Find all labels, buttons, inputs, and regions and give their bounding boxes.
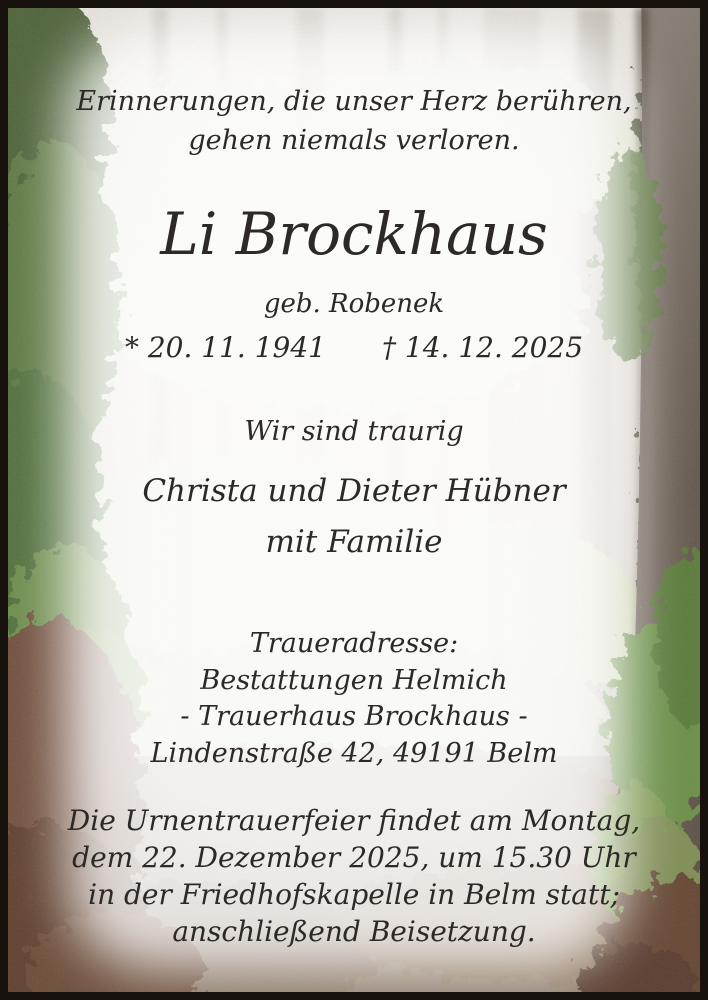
service-announcement (8, 802, 700, 950)
funeral-home-street: Lindenstraße 42, 49191 Belm (150, 737, 558, 769)
life-dates-row (8, 330, 700, 366)
memorial-quote (8, 82, 700, 160)
mourners (8, 466, 700, 568)
memorial-quote-line2: gehen niemals verloren. (188, 125, 520, 156)
funeral-home-name: Bestattungen Helmich (200, 664, 508, 696)
service-line1: Die Urnentrauerfeier findet am Montag, (67, 804, 641, 837)
mourners-family-note: mit Familie (265, 524, 443, 560)
service-line4: anschließend Beisetzung. (172, 915, 536, 948)
service-line3: in der Friedhofskapelle in Belm statt; (88, 878, 620, 911)
maiden-name: geb. Robenek (263, 289, 445, 319)
memorial-quote-line1: Erinnerungen, die unser Herz berühren, (76, 86, 632, 117)
death-date: † 14. 12. 2025 (382, 331, 584, 364)
mourning-address (8, 626, 700, 772)
funeral-home-subline: - Trauerhaus Brockhaus - (180, 701, 528, 732)
mourning-phrase: Wir sind traurig (244, 416, 464, 447)
mourning-address-label: Traueradresse: (249, 628, 459, 659)
deceased-name: Li Brockhaus (160, 200, 548, 268)
birth-date: * 20. 11. 1941 (124, 331, 326, 364)
obituary-text (8, 8, 700, 992)
mourners-names: Christa und Dieter Hübner (142, 473, 566, 509)
service-line2: dem 22. Dezember 2025, um 15.30 Uhr (72, 841, 636, 874)
